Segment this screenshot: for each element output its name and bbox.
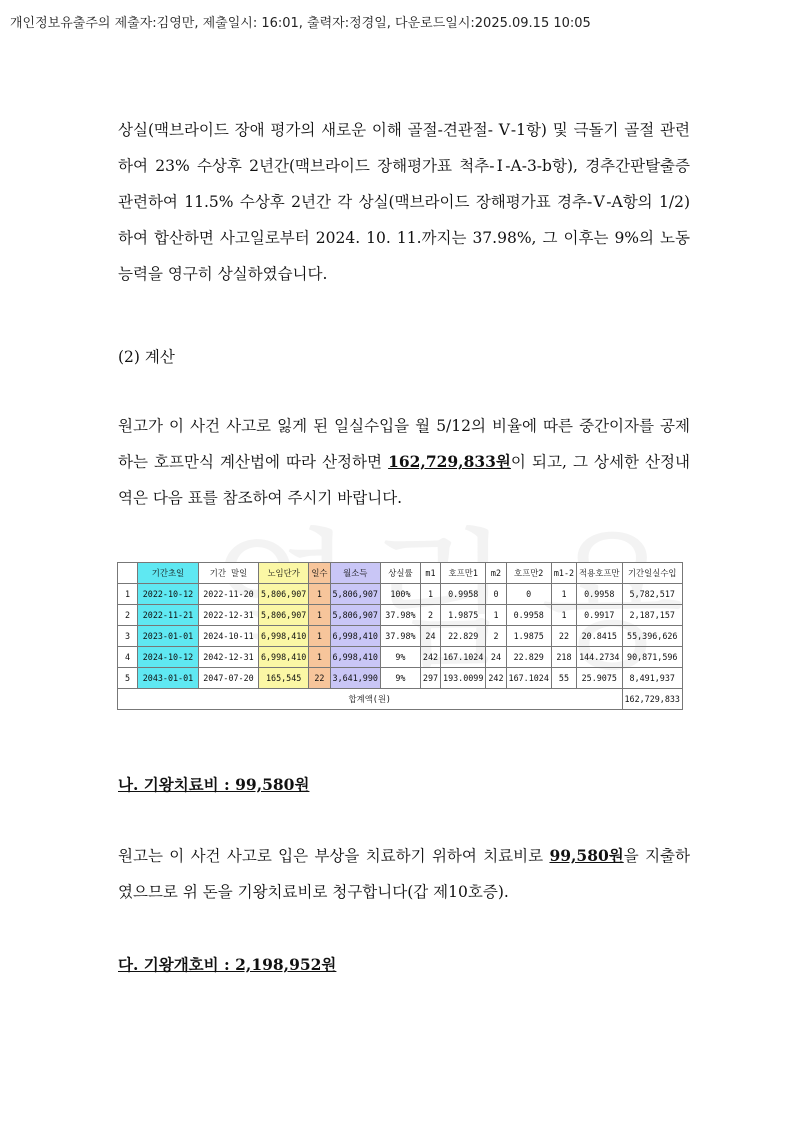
table-cell: 193.0099 (441, 668, 486, 689)
table-cell: 0.9917 (577, 605, 622, 626)
section-da-title: 다. 기왕개호비 : 2,198,952원 (118, 955, 337, 974)
header-cell-no (118, 563, 138, 584)
table-cell: 24 (420, 626, 440, 647)
table-cell: 20.8415 (577, 626, 622, 647)
table-cell: 0 (486, 584, 506, 605)
row-number: 4 (118, 647, 138, 668)
table-cell: 1 (551, 605, 576, 626)
header-cell: 호프만1 (441, 563, 486, 584)
header-cell: 호프만2 (506, 563, 551, 584)
lost-income-table (117, 562, 683, 710)
table-cell: 3,641,990 (330, 668, 380, 689)
table-row (118, 626, 683, 647)
table-row (118, 584, 683, 605)
table-cell: 0.9958 (441, 584, 486, 605)
table-cell: 167.1024 (441, 647, 486, 668)
intro-paragraph: 상실(맥브라이드 장애 평가의 새로운 이해 골절-견관절- Ⅴ-1항) 및 극돌기 골절 관련하여 23% 수상후 2년간(맥브라이드 장해평가표 척추-Ⅰ-A-3-b항), 경추간판탈출증 관련하여 11.5% 수상후 2년간 각 상실(맥브라이드 장해평가표 경추-Ⅴ-A항의 1/2)하여 합산하면 사고일로부터 2024. 10. 11.까지는 37.98%, 그 이후는 9%의 노동능력을 영구히 상실하였습니다. (118, 121, 690, 283)
table-cell: 2043-01-01 (137, 668, 198, 689)
table-cell: 1 (309, 605, 330, 626)
table-cell: 2047-07-20 (198, 668, 258, 689)
table-cell: 2023-01-01 (137, 626, 198, 647)
table-cell: 0 (506, 584, 551, 605)
table-cell: 1 (551, 584, 576, 605)
section-na-amount: 99,580원 (549, 846, 624, 865)
table-cell: 5,806,907 (258, 584, 308, 605)
calc-paragraph (118, 408, 690, 516)
table-cell: 9% (380, 647, 420, 668)
table-header-row (118, 563, 683, 584)
table-cell: 8,491,937 (622, 668, 683, 689)
table-cell: 1 (309, 584, 330, 605)
header-cell: m1-2 (551, 563, 576, 584)
table-cell: 2022-11-21 (137, 605, 198, 626)
table-cell: 1 (420, 584, 440, 605)
table-cell: 5,782,517 (622, 584, 683, 605)
table-cell: 167.1024 (506, 668, 551, 689)
calc-total-amount: 162,729,833원 (388, 452, 511, 471)
header-cell: 기간초일 (137, 563, 198, 584)
section-na-after: 을 지출하였으므로 위 돈을 기왕치료비로 청구합니다(갑 제10호증). (118, 847, 690, 901)
table-cell: 297 (420, 668, 440, 689)
document-header: 개인정보유출주의 제출자:김영만, 제출일시: 16:01, 출력자:정경일, 다운로드일시:2025.09.15 10:05 (10, 16, 591, 31)
table-cell: 100% (380, 584, 420, 605)
row-number: 5 (118, 668, 138, 689)
header-cell: 기간 말일 (198, 563, 258, 584)
section-na-paragraph (118, 838, 690, 910)
table-cell: 22 (551, 626, 576, 647)
header-cell: 적용호프만 (577, 563, 622, 584)
header-cell: 일수 (309, 563, 330, 584)
table-cell: 5,806,907 (330, 584, 380, 605)
table-cell: 55 (551, 668, 576, 689)
calc-paragraph-before: 원고가 이 사건 사고로 잃게 된 일실수입을 월 5/12의 비율에 따른 중간이자를 공제하는 호프만식 계산법에 따라 산정하면 (118, 417, 690, 471)
table-cell: 1 (486, 605, 506, 626)
table-cell: 9% (380, 668, 420, 689)
table-cell: 1 (309, 647, 330, 668)
table-cell: 5,806,907 (330, 605, 380, 626)
table-row (118, 647, 683, 668)
table-cell: 2024-10-11 (198, 626, 258, 647)
table-cell: 6,998,410 (258, 647, 308, 668)
row-number: 1 (118, 584, 138, 605)
table-cell: 55,396,626 (622, 626, 683, 647)
header-cell: m1 (420, 563, 440, 584)
table-cell: 2024-10-12 (137, 647, 198, 668)
table-cell: 24 (486, 647, 506, 668)
row-number: 2 (118, 605, 138, 626)
table-cell: 6,998,410 (330, 647, 380, 668)
table-cell: 6,998,410 (258, 626, 308, 647)
table-row (118, 605, 683, 626)
table-cell: 2,187,157 (622, 605, 683, 626)
table-cell: 22.829 (506, 647, 551, 668)
header-cell: m2 (486, 563, 506, 584)
table-cell: 25.9075 (577, 668, 622, 689)
calc-section-title: (2) 계산 (118, 348, 175, 366)
table-cell: 2022-10-12 (137, 584, 198, 605)
table-cell: 2 (420, 605, 440, 626)
table-cell: 6,998,410 (330, 626, 380, 647)
section-na-title: 나. 기왕치료비 : 99,580원 (118, 775, 310, 794)
table-cell: 2022-12-31 (198, 605, 258, 626)
table-cell: 22 (309, 668, 330, 689)
table-cell: 1.9875 (506, 626, 551, 647)
section-na-before: 원고는 이 사건 사고로 입은 부상을 치료하기 위하여 치료비로 (118, 847, 550, 865)
header-cell: 기간일실수입 (622, 563, 683, 584)
table-cell: 5,806,907 (258, 605, 308, 626)
total-label: 합계액(원) (118, 689, 623, 710)
row-number: 3 (118, 626, 138, 647)
table-cell: 2 (486, 626, 506, 647)
table-cell: 2022-11-20 (198, 584, 258, 605)
table-cell: 242 (486, 668, 506, 689)
table-cell: 165,545 (258, 668, 308, 689)
table-cell: 1.9875 (441, 605, 486, 626)
table-cell: 0.9958 (506, 605, 551, 626)
table-cell: 2042-12-31 (198, 647, 258, 668)
total-value: 162,729,833 (622, 689, 683, 710)
table-cell: 218 (551, 647, 576, 668)
calc-paragraph-after: 이 되고, 그 상세한 산정내역은 다음 표를 참조하여 주시기 바랍니다. (118, 453, 690, 507)
table-cell: 22.829 (441, 626, 486, 647)
table-cell: 242 (420, 647, 440, 668)
table-row (118, 668, 683, 689)
table-cell: 144.2734 (577, 647, 622, 668)
table-cell: 1 (309, 626, 330, 647)
table-cell: 0.9958 (577, 584, 622, 605)
table-cell: 90,871,596 (622, 647, 683, 668)
table-total-row (118, 689, 683, 710)
table-cell: 37.98% (380, 626, 420, 647)
header-cell: 월소득 (330, 563, 380, 584)
table-cell: 37.98% (380, 605, 420, 626)
header-cell: 상실률 (380, 563, 420, 584)
header-cell: 노임단가 (258, 563, 308, 584)
